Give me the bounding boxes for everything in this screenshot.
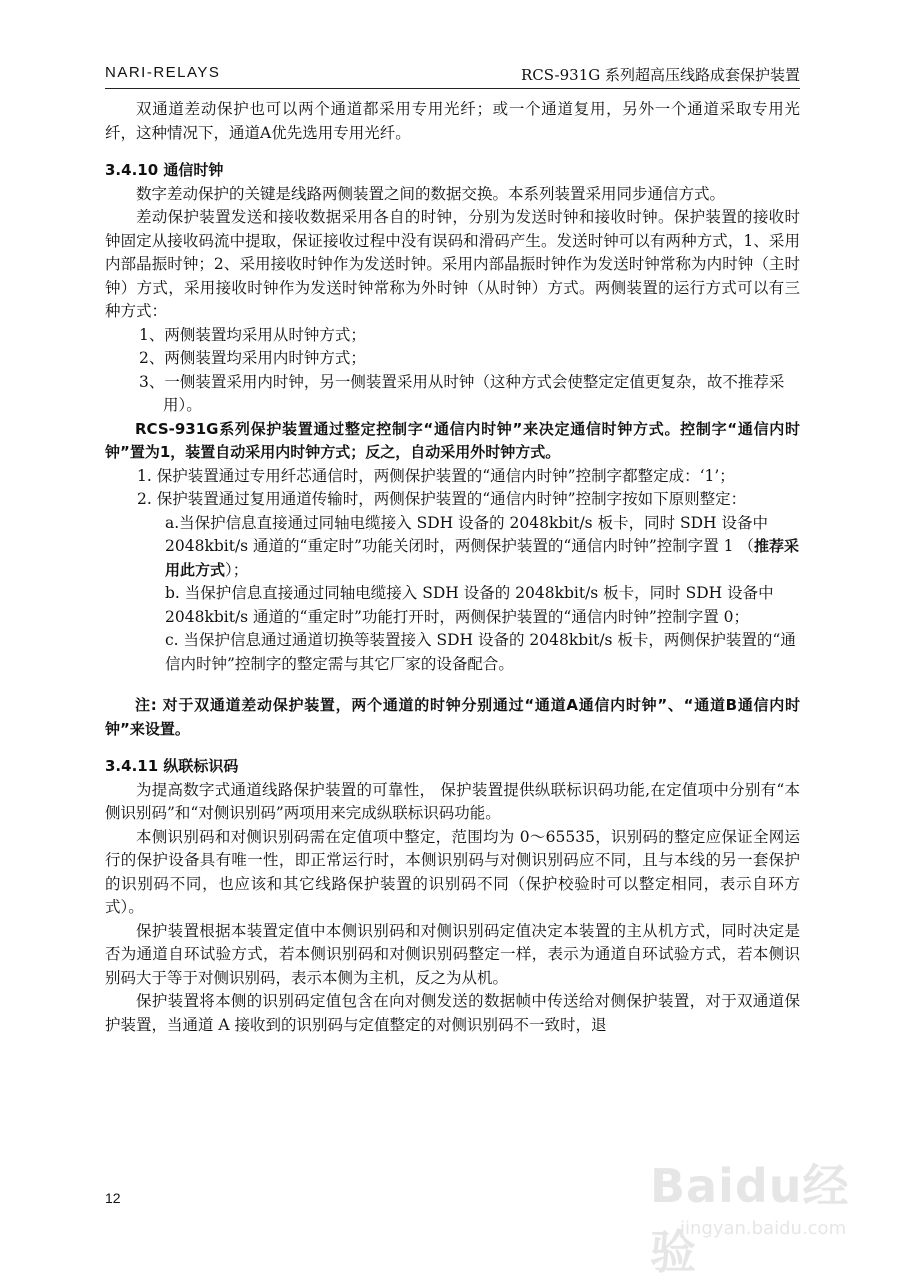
section-heading-comm-clock: 3.4.10 通信时钟 (105, 161, 224, 179)
numbered-item: 2. 保护装置通过复用通道传输时，两侧保护装置的“通信内时钟”控制字按如下原则整定： (137, 490, 747, 508)
paragraph: 保护装置将本侧的识别码定值包含在向对侧发送的数据帧中传送给对侧保护装置，对于双通道保护装置，当通道 A 接收到的识别码与定值整定的对侧识别码不一致时，退 (105, 992, 800, 1034)
sub-item-b: b. 当保护信息直接通过同轴电缆接入 SDH 设备的 2048kbit/s 板卡，同时 SDH 设备中 2048kbit/s 通道的“重定时”功能打开时，两侧保护装置的“通信内时钟”控制字置 0； (165, 584, 774, 626)
header-company: NARI-RELAYS (105, 64, 221, 81)
sub-item-a-text: a.当保护信息直接通过同轴电缆接入 SDH 设备的 2048kbit/s 板卡，同时 SDH 设备中 2048kbit/s 通道的“重定时”功能关闭时，两侧保护装置的“通信内时钟”控制字置 1 （ (165, 513, 768, 555)
watermark-url: jingyan.baidu.com (680, 1218, 847, 1239)
watermark-logo-text: Baidu经验 (650, 1159, 850, 1279)
header-product-title: RCS-931G 系列超高压线路成套保护装置 (520, 66, 800, 84)
note-paragraph: 注: 对于双通道差动保护装置，两个通道的时钟分别通过“通道A通信内时钟”、“通道B通信内时钟”来设置。 (105, 696, 800, 738)
paragraph: 保护装置根据本装置定值中本侧识别码和对侧识别码定值决定本装置的主从机方式，同时决定是否为通道自环试验方式，若本侧识别码和对侧识别码整定一样，表示为通道自环试验方式，若本侧识别码大于等于对侧识别码，表示本侧为主机，反之为从机。 (105, 921, 800, 987)
page-header (105, 62, 800, 89)
paragraph: 数字差动保护的关键是线路两侧装置之间的数据交换。本系列装置采用同步通信方式。 (136, 184, 726, 203)
list-item: 2、两侧装置均采用内时钟方式； (139, 349, 366, 367)
baidu-watermark (640, 1150, 870, 1279)
sub-item-a-end: ）； (225, 560, 249, 579)
list-item: 1、两侧装置均采用从时钟方式； (139, 325, 366, 344)
numbered-item: 1. 保护装置通过专用纤芯通信时，两侧保护装置的“通信内时钟”控制字都整定成：‘1’； (137, 466, 735, 485)
paragraph: 为提高数字式通道线路保护装置的可靠性， 保护装置提供纵联标识码功能,在定值项中分别有“本侧识别码”和“对侧识别码”两项用来完成纵联标识码功能。 (105, 780, 800, 822)
paragraph: 本侧识别码和对侧识别码需在定值项中整定，范围均为 0～65535，识别码的整定应保证全网运行的保护设备具有唯一性，即正常运行时，本侧识别码与对侧识别码应不同，且与本线的另一套保护的识别码不同，也应该和其它线路保护装置的识别码不同（保护校验时可以整定相同，表示自环方式）。 (105, 827, 800, 916)
document-body (105, 98, 800, 1037)
intro-paragraph: 双通道差动保护也可以两个通道都采用专用光纤；或一个通道复用，另外一个通道采取专用光纤，这种情况下，通道A优先选用专用光纤。 (105, 100, 800, 142)
page-number: 12 (105, 1190, 121, 1206)
sub-item-c: c. 当保护信息通过通道切换等装置接入 SDH 设备的 2048kbit/s 板卡，两侧保护装置的“通信内时钟”控制字的整定需与其它厂家的设备配合。 (165, 631, 796, 673)
paragraph: 差动保护装置发送和接收数据采用各自的时钟，分别为发送时钟和接收时钟。保护装置的接收时钟固定从接收码流中提取，保证接收过程中没有误码和滑码产生。发送时钟可以有两种方式，1、采用内部晶振时钟；2、采用接收时钟作为发送时钟。采用内部晶振时钟作为发送时钟常称为内时钟（主时钟）方式，采用接收时钟作为发送时钟常称为外时钟（从时钟）方式。两侧装置的运行方式可以有三种方式： (105, 208, 800, 320)
sub-item-a (105, 512, 800, 583)
bold-paragraph: RCS-931G系列保护装置通过整定控制字“通信内时钟”来决定通信时钟方式。控制字“通信内时钟”置为1，装置自动采用内时钟方式；反之，自动采用外时钟方式。 (105, 419, 800, 461)
section-heading-id-code: 3.4.11 纵联标识码 (105, 757, 239, 775)
list-item: 3、一侧装置采用内时钟，另一侧装置采用从时钟（这种方式会使整定定值更复杂，故不推荐采用）。 (139, 372, 785, 414)
sub-item-a-emphasis: 推荐采用此方式 (165, 537, 799, 579)
